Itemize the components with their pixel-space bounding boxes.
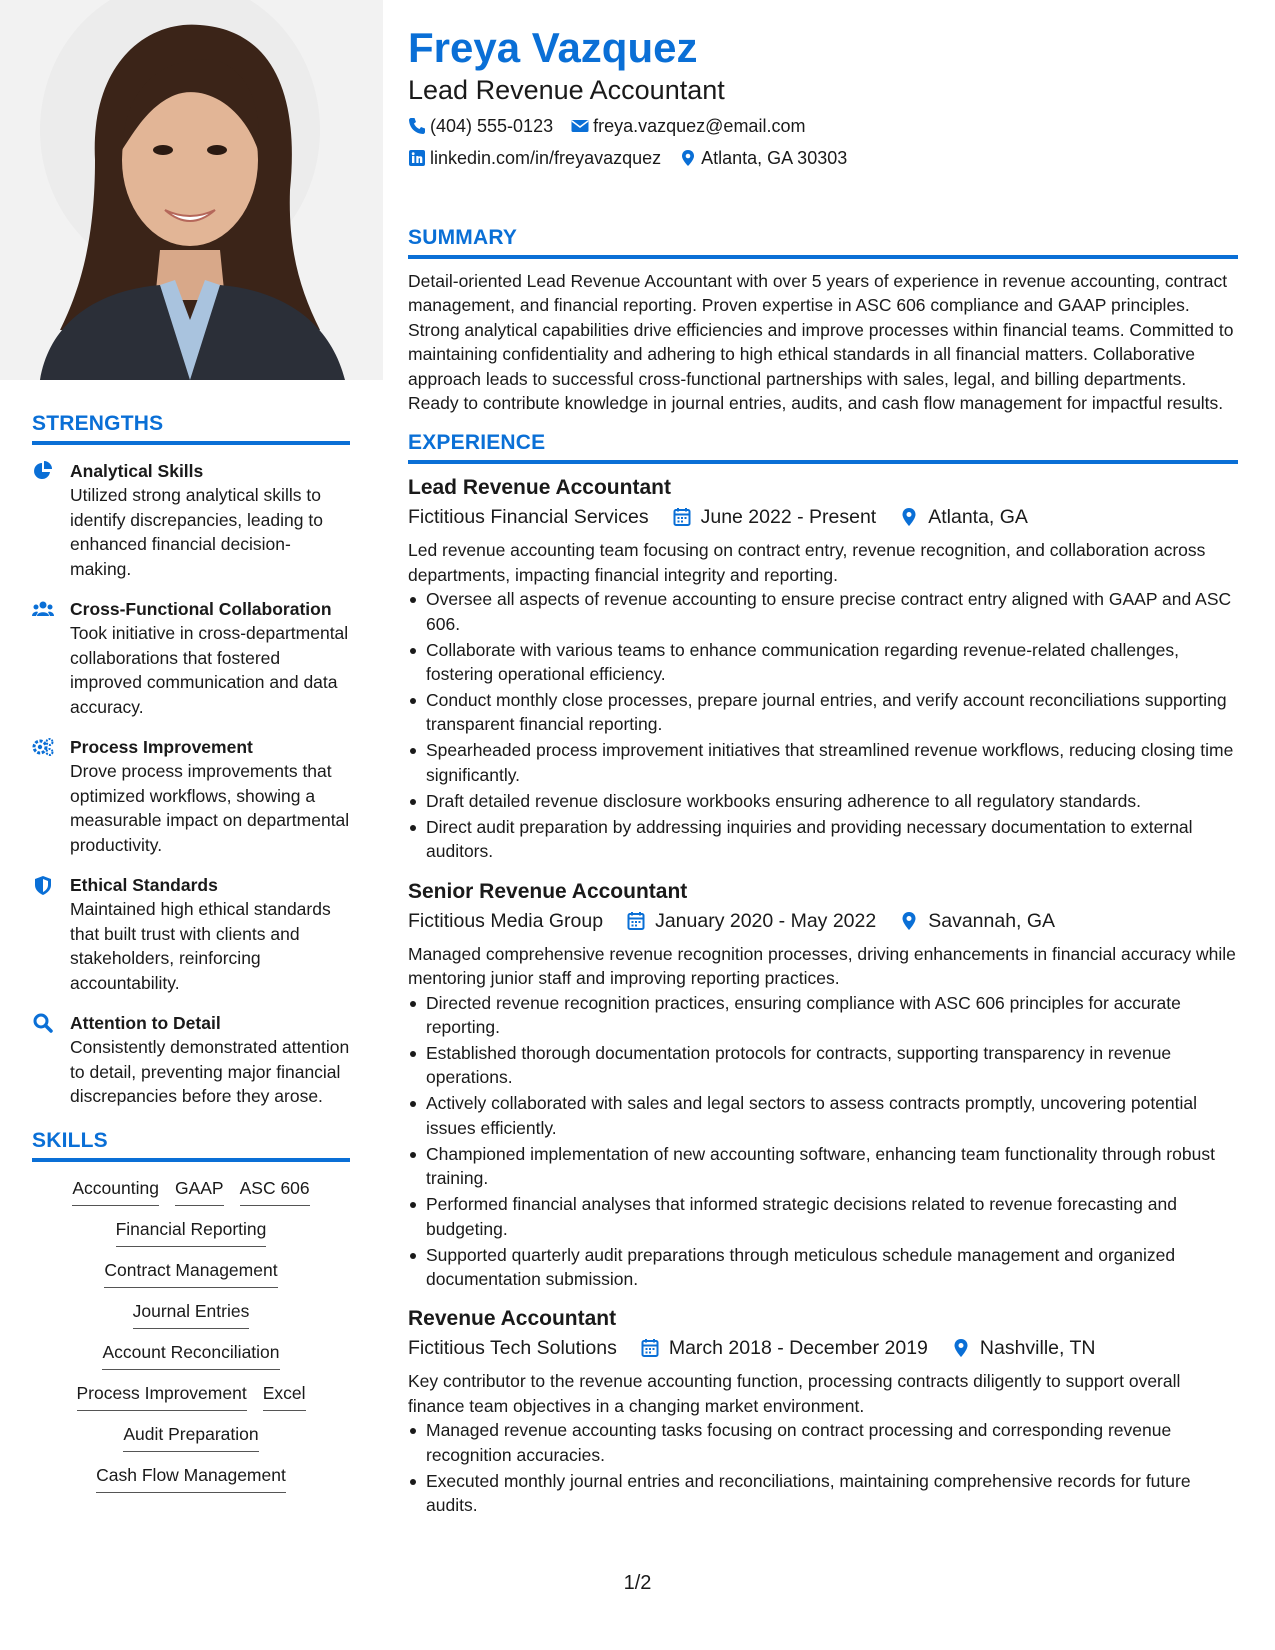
pie-chart-icon xyxy=(32,459,58,581)
left-column xyxy=(32,412,350,1504)
shield-icon xyxy=(32,873,58,995)
job-company: Fictitious Financial Services xyxy=(408,506,649,529)
bullet-item: Collaborate with various teams to enhance communication regarding revenue-related challenges, fostering operational efficiency. xyxy=(408,638,1238,687)
skill-tag: GAAP xyxy=(175,1176,224,1206)
profile-photo xyxy=(0,0,383,380)
strength-desc: Drove process improvements that optimized workflows, showing a measurable impact on departmental productivity. xyxy=(70,761,350,855)
summary-section xyxy=(408,226,1238,415)
job-description: Managed comprehensive revenue recognition processes, driving enhancements in financial accuracy while mentoring junior staff and improving reporting practices. xyxy=(408,943,1236,989)
location-contact xyxy=(679,146,847,170)
skill-tag: Account Reconciliation xyxy=(102,1340,279,1370)
job-dates: January 2020 - May 2022 xyxy=(655,909,877,932)
bullet-item: Directed revenue recognition practices, ensuring compliance with ASC 606 principles for accurate reporting. xyxy=(408,991,1238,1040)
email-text: freya.vazquez@email.com xyxy=(593,116,806,136)
job-meta xyxy=(408,1333,1238,1363)
strength-item xyxy=(32,597,350,719)
bullet-item: Direct audit preparation by addressing inquiries and providing necessary documentation to external auditors. xyxy=(408,815,1238,864)
candidate-role: Lead Revenue Accountant xyxy=(408,75,725,105)
magnifier-icon xyxy=(32,1011,58,1109)
strength-desc: Maintained high ethical standards that built trust with clients and stakeholders, reinforcing accountability. xyxy=(70,899,331,993)
job-bullets xyxy=(408,991,1238,1292)
skill-tag: ASC 606 xyxy=(240,1176,310,1206)
candidate-name: Freya Vazquez xyxy=(408,24,698,71)
right-column xyxy=(408,22,1238,1519)
job-location: Savannah, GA xyxy=(928,909,1056,932)
skill-tag: Excel xyxy=(263,1381,306,1411)
location-text: Atlanta, GA 30303 xyxy=(701,148,848,168)
bullet-item: Actively collaborated with sales and legal sectors to assess contracts promptly, uncovering potential issues efficiently. xyxy=(408,1091,1238,1140)
bullet-item: Draft detailed revenue disclosure workbooks ensuring adherence to all regulatory standards. xyxy=(408,789,1238,813)
bullet-item: Performed financial analyses that informed strategic decisions related to revenue forecasting and budgeting. xyxy=(408,1192,1238,1241)
skill-tag: Cash Flow Management xyxy=(96,1463,286,1493)
strength-desc: Utilized strong analytical skills to identify discrepancies, leading to enhanced financial decision-making. xyxy=(70,485,323,579)
job-dates: March 2018 - December 2019 xyxy=(668,1337,928,1360)
page-number: 1/2 xyxy=(623,1572,652,1594)
linkedin-contact[interactable] xyxy=(408,146,661,170)
job-entry xyxy=(408,1305,1238,1517)
strength-item xyxy=(32,873,350,995)
strength-title: Process Improvement xyxy=(70,737,253,757)
bullet-item: Executed monthly journal entries and reconciliations, maintaining comprehensive records for future audits. xyxy=(408,1469,1238,1518)
strength-title: Analytical Skills xyxy=(70,461,204,481)
email-contact[interactable] xyxy=(571,114,805,138)
job-company: Fictitious Media Group xyxy=(408,909,604,932)
job-meta xyxy=(408,906,1238,936)
gears-icon xyxy=(32,735,58,857)
skills-heading: SKILLS xyxy=(32,1129,350,1162)
calendar-icon xyxy=(641,1338,659,1358)
phone-contact[interactable] xyxy=(408,114,553,138)
skill-tag: Audit Preparation xyxy=(123,1422,258,1452)
job-bullets xyxy=(408,1418,1238,1517)
bullet-item: Established thorough documentation protocols for contracts, supporting transparency in revenue operations. xyxy=(408,1041,1238,1090)
strength-desc: Consistently demonstrated attention to detail, preventing major financial discrepancies before they arose. xyxy=(70,1037,350,1106)
envelope-icon xyxy=(571,117,589,135)
job-description: Led revenue accounting team focusing on contract entry, revenue recognition, and collaboration across departments, impacting financial integrity and reporting. xyxy=(408,540,1206,585)
job-entry xyxy=(408,474,1238,863)
experience-heading: EXPERIENCE xyxy=(408,431,1238,464)
skill-tag: Journal Entries xyxy=(133,1299,250,1329)
job-company: Fictitious Tech Solutions xyxy=(408,1337,617,1360)
linkedin-text: linkedin.com/in/freyavazquez xyxy=(430,148,662,168)
map-pin-icon xyxy=(900,507,918,527)
strength-title: Ethical Standards xyxy=(70,875,218,895)
skills-list xyxy=(32,1176,350,1493)
bullet-item: Spearheaded process improvement initiatives that streamlined revenue workflows, reducing closing time significantly. xyxy=(408,738,1238,787)
contact-row xyxy=(408,114,1238,138)
calendar-icon xyxy=(627,911,645,931)
job-location: Nashville, TN xyxy=(979,1337,1096,1360)
phone-text: (404) 555-0123 xyxy=(430,116,554,136)
strength-desc: Took initiative in cross-departmental collaborations that fostered improved communication and data accuracy. xyxy=(70,623,349,717)
job-dates: June 2022 - Present xyxy=(700,506,877,529)
phone-icon xyxy=(408,117,426,135)
contact-row xyxy=(408,146,1238,170)
skill-tag: Accounting xyxy=(72,1176,159,1206)
summary-text: Detail-oriented Lead Revenue Accountant with over 5 years of experience in revenue accounting, contract management, and financial reporting. Proven expertise in ASC 606 compliance and GAAP principles. Strong analytical capabilities drive efficiencies and improve processes within financial teams. Committed to maintaining confidentiality and adhering to high ethical standards in all financial matters. Collaborative approach leads to successful cross-functional partnerships with sales, legal, and billing departments. Ready to contribute knowledge in journal entries, audits, and cash flow management for impactful results. xyxy=(408,271,1234,414)
bullet-item: Supported quarterly audit preparations through meticulous schedule management and organized documentation submission. xyxy=(408,1243,1238,1292)
bullet-item: Oversee all aspects of revenue accounting to ensure precise contract entry aligned with GAAP and ASC 606. xyxy=(408,587,1238,636)
bullet-item: Managed revenue accounting tasks focusing on contract processing and corresponding revenue recognition accuracies. xyxy=(408,1418,1238,1467)
strength-item xyxy=(32,459,350,581)
bullet-item: Conduct monthly close processes, prepare journal entries, and verify account reconciliations supporting transparent financial reporting. xyxy=(408,688,1238,737)
job-meta xyxy=(408,502,1238,532)
job-title: Senior Revenue Accountant xyxy=(408,879,688,903)
summary-heading: SUMMARY xyxy=(408,226,1238,259)
job-bullets xyxy=(408,587,1238,863)
job-location: Atlanta, GA xyxy=(928,506,1028,529)
job-entry xyxy=(408,878,1238,1292)
strength-title: Cross-Functional Collaboration xyxy=(70,599,332,619)
users-icon xyxy=(32,597,58,719)
strengths-heading: STRENGTHS xyxy=(32,412,350,445)
experience-section xyxy=(408,431,1238,1517)
job-description: Key contributor to the revenue accounting function, processing contracts diligently to support overall finance team objectives in a changing market environment. xyxy=(408,1371,1181,1416)
linkedin-icon xyxy=(408,149,426,167)
map-pin-icon xyxy=(679,149,697,167)
job-title: Revenue Accountant xyxy=(408,1307,617,1331)
job-title: Lead Revenue Accountant xyxy=(408,476,671,500)
skill-tag: Financial Reporting xyxy=(116,1217,267,1247)
strengths-list xyxy=(32,459,350,1109)
strength-title: Attention to Detail xyxy=(70,1013,221,1033)
strength-item xyxy=(32,735,350,857)
strength-item xyxy=(32,1011,350,1109)
calendar-icon xyxy=(673,507,691,527)
skill-tag: Contract Management xyxy=(104,1258,277,1288)
map-pin-icon xyxy=(952,1338,970,1358)
skill-tag: Process Improvement xyxy=(77,1381,247,1411)
map-pin-icon xyxy=(900,911,918,931)
bullet-item: Championed implementation of new accounting software, enhancing team functionality through robust training. xyxy=(408,1142,1238,1191)
